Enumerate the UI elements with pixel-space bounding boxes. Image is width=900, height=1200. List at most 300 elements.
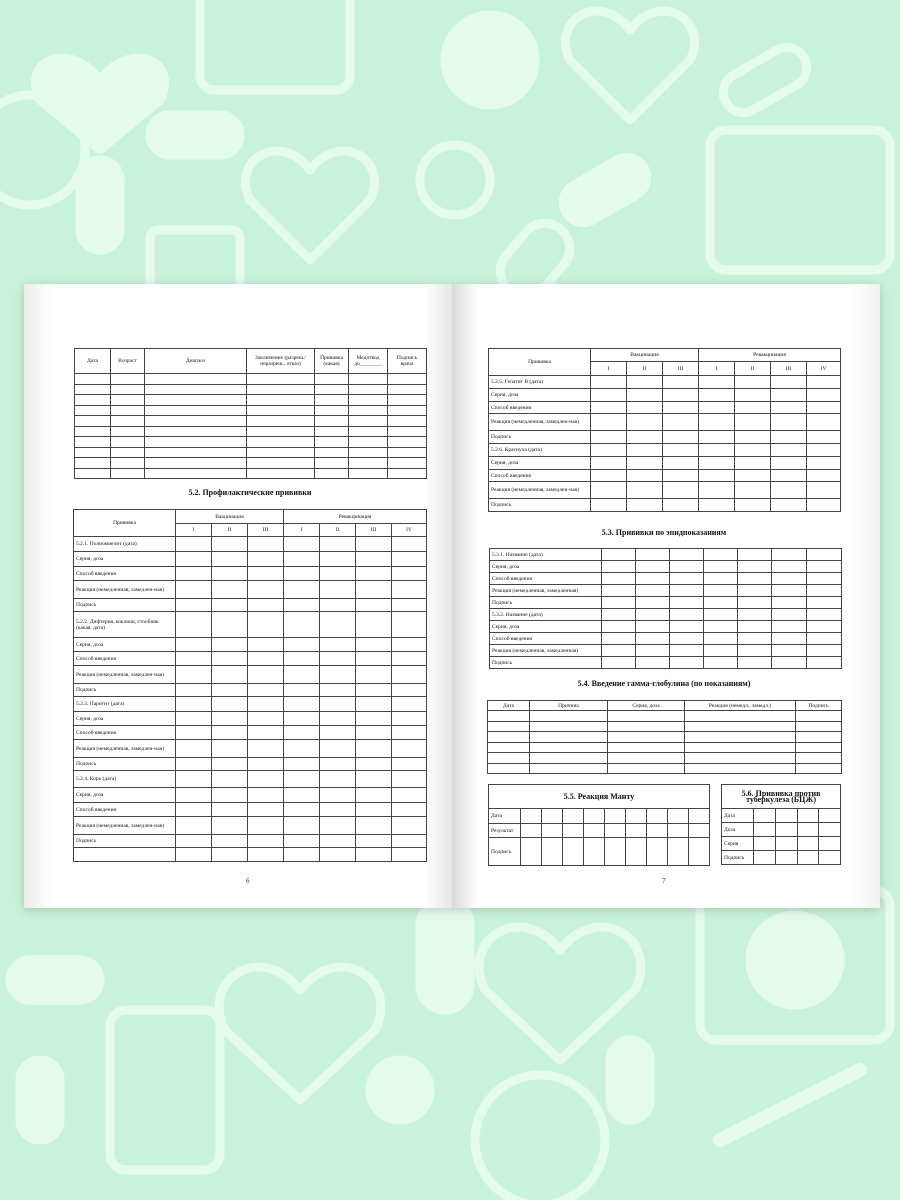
table-cell[interactable] (392, 803, 427, 817)
table-cell[interactable] (797, 823, 819, 837)
table-cell[interactable] (735, 482, 771, 499)
table-cell[interactable] (735, 414, 771, 431)
table-cell[interactable] (754, 809, 776, 823)
table-cell[interactable] (771, 431, 807, 444)
table-cell[interactable] (392, 771, 427, 788)
table-cell[interactable] (699, 444, 735, 457)
table-cell[interactable] (772, 561, 807, 573)
table-cell[interactable] (670, 561, 704, 573)
table-cell[interactable] (212, 788, 248, 803)
table-cell[interactable] (176, 537, 212, 552)
table-cell[interactable] (685, 721, 796, 732)
table-cell[interactable] (284, 788, 320, 803)
table-cell[interactable] (356, 697, 392, 712)
table-cell[interactable] (772, 657, 807, 669)
table-cell[interactable] (392, 712, 427, 726)
table-cell[interactable] (772, 549, 807, 561)
table-cell[interactable] (284, 537, 320, 552)
table-cell[interactable] (247, 405, 315, 416)
table-cell[interactable] (738, 645, 772, 657)
table-cell[interactable] (75, 395, 111, 406)
table-cell[interactable] (807, 621, 842, 633)
table-cell[interactable] (699, 402, 735, 414)
table-cell[interactable] (663, 444, 699, 457)
table-cell[interactable] (247, 395, 315, 406)
table-cell[interactable] (248, 666, 284, 684)
table-cell[interactable] (392, 552, 427, 567)
table-cell[interactable] (584, 809, 605, 824)
table-cell[interactable] (530, 732, 608, 743)
table-cell[interactable] (738, 657, 772, 669)
table-cell[interactable] (176, 788, 212, 803)
table-cell[interactable] (212, 803, 248, 817)
table-cell[interactable] (388, 468, 427, 479)
table-cell[interactable] (807, 585, 842, 597)
table-cell[interactable] (392, 726, 427, 740)
table-cell[interactable] (754, 823, 776, 837)
table-cell[interactable] (284, 652, 320, 666)
table-cell[interactable] (284, 599, 320, 612)
table-cell[interactable] (145, 458, 247, 469)
table-cell[interactable] (699, 431, 735, 444)
table-cell[interactable] (356, 567, 392, 581)
table-cell[interactable] (247, 416, 315, 427)
table-cell[interactable] (738, 561, 772, 573)
table-cell[interactable] (349, 395, 388, 406)
table-cell[interactable] (699, 482, 735, 499)
table-cell[interactable] (704, 573, 738, 585)
table-cell[interactable] (591, 376, 627, 389)
table-cell[interactable] (807, 444, 841, 457)
table-cell[interactable] (212, 652, 248, 666)
table-cell[interactable] (212, 712, 248, 726)
table-cell[interactable] (591, 402, 627, 414)
table-cell[interactable] (212, 740, 248, 758)
table-cell[interactable] (248, 712, 284, 726)
table-cell[interactable] (284, 758, 320, 771)
table-cell[interactable] (627, 402, 663, 414)
table-cell[interactable] (284, 740, 320, 758)
table-cell[interactable] (807, 389, 841, 402)
table-cell[interactable] (392, 817, 427, 835)
table-cell[interactable] (670, 609, 704, 621)
table-cell[interactable] (772, 645, 807, 657)
table-cell[interactable] (771, 376, 807, 389)
table-cell[interactable] (602, 633, 636, 645)
table-cell[interactable] (627, 482, 663, 499)
table-cell[interactable] (796, 711, 842, 722)
table-cell[interactable] (320, 537, 356, 552)
table-cell[interactable] (735, 389, 771, 402)
table-cell[interactable] (392, 652, 427, 666)
table-cell[interactable] (735, 444, 771, 457)
table-cell[interactable] (145, 447, 247, 458)
table-cell[interactable] (772, 597, 807, 609)
table-cell[interactable] (685, 732, 796, 743)
table-cell[interactable] (807, 470, 841, 482)
table-cell[interactable] (388, 447, 427, 458)
table-cell[interactable] (212, 726, 248, 740)
table-cell[interactable] (663, 414, 699, 431)
table-cell[interactable] (111, 468, 145, 479)
table-cell[interactable] (636, 633, 670, 645)
table-cell[interactable] (248, 697, 284, 712)
table-cell[interactable] (488, 721, 530, 732)
table-cell[interactable] (284, 697, 320, 712)
table-cell[interactable] (608, 763, 685, 774)
table-cell[interactable] (530, 742, 608, 753)
table-cell[interactable] (356, 537, 392, 552)
table-cell[interactable] (75, 374, 111, 385)
table-cell[interactable] (145, 437, 247, 448)
table-cell[interactable] (315, 437, 349, 448)
table-cell[interactable] (796, 721, 842, 732)
table-cell[interactable] (284, 803, 320, 817)
table-cell[interactable] (602, 657, 636, 669)
table-cell[interactable] (584, 838, 605, 866)
table-cell[interactable] (320, 552, 356, 567)
table-cell[interactable] (212, 758, 248, 771)
table-cell[interactable] (176, 666, 212, 684)
table-cell[interactable] (605, 838, 626, 866)
table-cell[interactable] (807, 414, 841, 431)
table-cell[interactable] (392, 666, 427, 684)
table-cell[interactable] (685, 753, 796, 764)
table-cell[interactable] (176, 712, 212, 726)
table-cell[interactable] (796, 763, 842, 774)
table-cell[interactable] (212, 684, 248, 697)
table-cell[interactable] (349, 416, 388, 427)
table-cell[interactable] (602, 621, 636, 633)
table-cell[interactable] (349, 426, 388, 437)
table-cell[interactable] (670, 573, 704, 585)
table-cell[interactable] (530, 763, 608, 774)
table-cell[interactable] (320, 740, 356, 758)
table-cell[interactable] (636, 597, 670, 609)
table-cell[interactable] (392, 758, 427, 771)
table-cell[interactable] (627, 444, 663, 457)
table-cell[interactable] (145, 384, 247, 395)
table-cell[interactable] (807, 549, 842, 561)
table-cell[interactable] (627, 499, 663, 512)
table-cell[interactable] (248, 803, 284, 817)
table-cell[interactable] (212, 537, 248, 552)
table-cell[interactable] (392, 697, 427, 712)
table-cell[interactable] (315, 426, 349, 437)
table-cell[interactable] (176, 771, 212, 788)
table-cell[interactable] (636, 621, 670, 633)
table-cell[interactable] (772, 585, 807, 597)
table-cell[interactable] (392, 581, 427, 599)
table-cell[interactable] (315, 395, 349, 406)
table-cell[interactable] (636, 645, 670, 657)
table-cell[interactable] (284, 684, 320, 697)
table-cell[interactable] (636, 573, 670, 585)
table-cell[interactable] (771, 414, 807, 431)
table-cell[interactable] (320, 567, 356, 581)
table-cell[interactable] (212, 552, 248, 567)
table-cell[interactable] (392, 848, 427, 862)
table-cell[interactable] (627, 470, 663, 482)
table-cell[interactable] (689, 824, 710, 838)
table-cell[interactable] (392, 684, 427, 697)
table-cell[interactable] (627, 389, 663, 402)
table-cell[interactable] (176, 652, 212, 666)
table-cell[interactable] (388, 416, 427, 427)
table-cell[interactable] (176, 684, 212, 697)
table-cell[interactable] (315, 447, 349, 458)
table-cell[interactable] (212, 666, 248, 684)
table-cell[interactable] (602, 597, 636, 609)
table-cell[interactable] (320, 599, 356, 612)
table-cell[interactable] (668, 809, 689, 824)
table-cell[interactable] (388, 384, 427, 395)
table-cell[interactable] (247, 426, 315, 437)
table-cell[interactable] (608, 753, 685, 764)
table-cell[interactable] (145, 395, 247, 406)
table-cell[interactable] (627, 457, 663, 470)
table-cell[interactable] (670, 645, 704, 657)
table-cell[interactable] (772, 573, 807, 585)
table-cell[interactable] (772, 633, 807, 645)
table-cell[interactable] (819, 851, 841, 865)
table-cell[interactable] (247, 458, 315, 469)
table-cell[interactable] (248, 638, 284, 652)
table-cell[interactable] (775, 823, 797, 837)
table-cell[interactable] (388, 458, 427, 469)
table-cell[interactable] (488, 711, 530, 722)
table-cell[interactable] (356, 835, 392, 848)
table-cell[interactable] (591, 414, 627, 431)
table-cell[interactable] (699, 499, 735, 512)
table-cell[interactable] (670, 621, 704, 633)
table-cell[interactable] (647, 809, 668, 824)
table-cell[interactable] (248, 848, 284, 862)
table-cell[interactable] (320, 612, 356, 638)
table-cell[interactable] (176, 697, 212, 712)
table-cell[interactable] (248, 652, 284, 666)
table-cell[interactable] (771, 457, 807, 470)
table-cell[interactable] (796, 753, 842, 764)
table-cell[interactable] (771, 482, 807, 499)
table-cell[interactable] (356, 771, 392, 788)
table-cell[interactable] (320, 726, 356, 740)
table-cell[interactable] (689, 838, 710, 866)
table-cell[interactable] (771, 499, 807, 512)
table-cell[interactable] (388, 405, 427, 416)
table-cell[interactable] (807, 402, 841, 414)
table-cell[interactable] (320, 771, 356, 788)
table-cell[interactable] (735, 376, 771, 389)
table-cell[interactable] (212, 599, 248, 612)
table-cell[interactable] (797, 851, 819, 865)
table-cell[interactable] (563, 809, 584, 824)
table-cell[interactable] (248, 567, 284, 581)
table-cell[interactable] (663, 402, 699, 414)
table-cell[interactable] (284, 712, 320, 726)
table-cell[interactable] (738, 597, 772, 609)
table-cell[interactable] (699, 457, 735, 470)
table-cell[interactable] (704, 561, 738, 573)
table-cell[interactable] (145, 468, 247, 479)
table-cell[interactable] (212, 771, 248, 788)
table-cell[interactable] (315, 374, 349, 385)
table-cell[interactable] (685, 711, 796, 722)
table-cell[interactable] (521, 809, 542, 824)
table-cell[interactable] (602, 561, 636, 573)
table-cell[interactable] (349, 437, 388, 448)
table-cell[interactable] (670, 585, 704, 597)
table-cell[interactable] (591, 444, 627, 457)
table-cell[interactable] (212, 697, 248, 712)
table-cell[interactable] (320, 848, 356, 862)
table-cell[interactable] (176, 638, 212, 652)
table-cell[interactable] (670, 597, 704, 609)
table-cell[interactable] (75, 437, 111, 448)
table-cell[interactable] (320, 652, 356, 666)
table-cell[interactable] (176, 803, 212, 817)
table-cell[interactable] (636, 657, 670, 669)
table-cell[interactable] (627, 431, 663, 444)
table-cell[interactable] (212, 612, 248, 638)
table-cell[interactable] (584, 824, 605, 838)
table-cell[interactable] (663, 499, 699, 512)
table-cell[interactable] (704, 645, 738, 657)
table-cell[interactable] (111, 416, 145, 427)
table-cell[interactable] (247, 468, 315, 479)
table-cell[interactable] (145, 426, 247, 437)
table-cell[interactable] (627, 414, 663, 431)
table-cell[interactable] (670, 549, 704, 561)
table-cell[interactable] (212, 567, 248, 581)
table-cell[interactable] (284, 726, 320, 740)
table-cell[interactable] (248, 599, 284, 612)
table-cell[interactable] (284, 567, 320, 581)
table-cell[interactable] (356, 817, 392, 835)
table-cell[interactable] (388, 374, 427, 385)
table-cell[interactable] (754, 851, 776, 865)
table-cell[interactable] (392, 638, 427, 652)
table-cell[interactable] (738, 573, 772, 585)
table-cell[interactable] (704, 585, 738, 597)
table-cell[interactable] (75, 458, 111, 469)
table-cell[interactable] (111, 437, 145, 448)
table-cell[interactable] (176, 552, 212, 567)
table-cell[interactable] (771, 389, 807, 402)
table-cell[interactable] (320, 788, 356, 803)
table-cell[interactable] (772, 621, 807, 633)
table-cell[interactable] (488, 742, 530, 753)
table-cell[interactable] (663, 389, 699, 402)
table-cell[interactable] (819, 809, 841, 823)
table-cell[interactable] (248, 581, 284, 599)
table-cell[interactable] (797, 809, 819, 823)
table-cell[interactable] (111, 405, 145, 416)
table-cell[interactable] (663, 457, 699, 470)
table-cell[interactable] (775, 851, 797, 865)
table-cell[interactable] (356, 740, 392, 758)
table-cell[interactable] (542, 838, 563, 866)
table-cell[interactable] (819, 823, 841, 837)
table-cell[interactable] (704, 549, 738, 561)
table-cell[interactable] (176, 581, 212, 599)
table-cell[interactable] (212, 581, 248, 599)
table-cell[interactable] (668, 838, 689, 866)
table-cell[interactable] (356, 758, 392, 771)
table-cell[interactable] (605, 809, 626, 824)
table-cell[interactable] (349, 384, 388, 395)
table-cell[interactable] (248, 726, 284, 740)
table-cell[interactable] (626, 824, 647, 838)
table-cell[interactable] (563, 838, 584, 866)
table-cell[interactable] (176, 835, 212, 848)
table-cell[interactable] (320, 697, 356, 712)
table-cell[interactable] (807, 482, 841, 499)
table-cell[interactable] (738, 633, 772, 645)
table-cell[interactable] (388, 426, 427, 437)
table-cell[interactable] (591, 389, 627, 402)
table-cell[interactable] (602, 585, 636, 597)
table-cell[interactable] (542, 809, 563, 824)
table-cell[interactable] (735, 470, 771, 482)
table-cell[interactable] (636, 561, 670, 573)
table-cell[interactable] (591, 499, 627, 512)
table-cell[interactable] (356, 666, 392, 684)
table-cell[interactable] (807, 657, 842, 669)
table-cell[interactable] (212, 817, 248, 835)
table-cell[interactable] (797, 837, 819, 851)
table-cell[interactable] (771, 470, 807, 482)
table-cell[interactable] (392, 537, 427, 552)
table-cell[interactable] (521, 824, 542, 838)
table-cell[interactable] (668, 824, 689, 838)
table-cell[interactable] (315, 458, 349, 469)
table-cell[interactable] (145, 405, 247, 416)
table-cell[interactable] (735, 402, 771, 414)
table-cell[interactable] (356, 552, 392, 567)
table-cell[interactable] (356, 612, 392, 638)
table-cell[interactable] (75, 426, 111, 437)
table-cell[interactable] (807, 431, 841, 444)
table-cell[interactable] (488, 763, 530, 774)
table-cell[interactable] (591, 470, 627, 482)
table-cell[interactable] (315, 468, 349, 479)
table-cell[interactable] (356, 652, 392, 666)
table-cell[interactable] (663, 482, 699, 499)
table-cell[interactable] (807, 645, 842, 657)
table-cell[interactable] (602, 645, 636, 657)
table-cell[interactable] (176, 758, 212, 771)
table-cell[interactable] (685, 742, 796, 753)
table-cell[interactable] (284, 612, 320, 638)
table-cell[interactable] (284, 666, 320, 684)
table-cell[interactable] (699, 376, 735, 389)
table-cell[interactable] (796, 732, 842, 743)
table-cell[interactable] (248, 758, 284, 771)
table-cell[interactable] (212, 848, 248, 862)
table-cell[interactable] (356, 581, 392, 599)
table-cell[interactable] (591, 457, 627, 470)
table-cell[interactable] (320, 758, 356, 771)
table-cell[interactable] (591, 482, 627, 499)
table-cell[interactable] (320, 581, 356, 599)
table-cell[interactable] (176, 726, 212, 740)
table-cell[interactable] (320, 803, 356, 817)
table-cell[interactable] (807, 499, 841, 512)
table-cell[interactable] (530, 721, 608, 732)
table-cell[interactable] (775, 837, 797, 851)
table-cell[interactable] (284, 817, 320, 835)
